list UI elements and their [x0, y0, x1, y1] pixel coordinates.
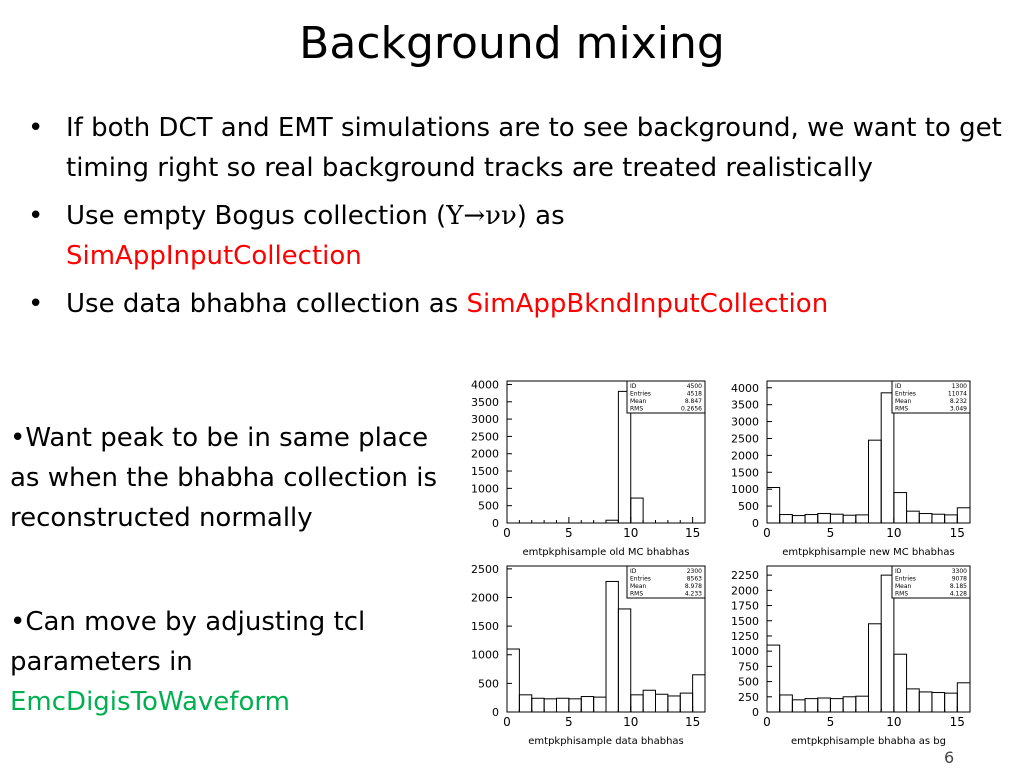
y-tick-label: 3000 [731, 415, 759, 429]
histogram-bin [606, 581, 618, 712]
y-tick-label: 1000 [471, 482, 499, 496]
slide-title: Background mixing [299, 18, 725, 69]
histogram-bin [569, 699, 581, 712]
histogram-bin [544, 699, 556, 712]
y-tick-label: 0 [752, 517, 759, 530]
histogram-bin [767, 645, 780, 712]
histogram-bin [957, 683, 970, 712]
histogram-bin [631, 695, 643, 712]
stats-key: Entries [630, 575, 651, 583]
bullet-item [28, 196, 1008, 276]
stats-key: ID [630, 383, 637, 390]
y-tick-label: 2000 [471, 447, 499, 461]
y-tick-label: 500 [738, 675, 759, 689]
histogram-bin [618, 609, 630, 712]
x-tick-label: 15 [684, 526, 701, 540]
histogram-old-mc [455, 375, 710, 560]
y-tick-label: 0 [492, 706, 499, 719]
histogram-bin [843, 697, 856, 712]
y-tick-label: 750 [738, 660, 759, 674]
histogram-bin [519, 695, 531, 712]
y-tick-label: 0 [492, 517, 499, 530]
y-tick-label: 1000 [731, 483, 759, 497]
stats-key: Mean [895, 398, 912, 405]
bullet-text-pre: Use empty Bogus collection ( [66, 201, 447, 231]
side-note-tcl [10, 602, 450, 722]
bullet-dot: • [28, 289, 44, 319]
stats-value: 0.2656 [681, 405, 702, 413]
histogram-bin [693, 675, 705, 712]
bullet-text-pre: Use data bhabha collection as [66, 289, 467, 319]
y-tick-label: 250 [738, 690, 759, 704]
x-tick-label: 5 [826, 526, 835, 540]
histogram-bin [894, 493, 907, 523]
side-note-text: •Can move by adjusting tcl parameters in [10, 607, 366, 677]
y-tick-label: 3500 [471, 395, 499, 409]
x-tick-label: 15 [684, 715, 701, 729]
x-tick-label: 5 [565, 715, 573, 729]
histogram-bin [894, 654, 907, 712]
histogram-bin [919, 692, 932, 712]
x-tick-label: 10 [623, 715, 639, 729]
y-tick-label: 4000 [471, 378, 499, 392]
histogram-bin [945, 515, 958, 523]
stats-value: 2300 [686, 568, 702, 575]
histogram-bin [869, 624, 882, 712]
y-tick-label: 1250 [731, 629, 759, 643]
stats-key: Entries [895, 390, 916, 398]
x-axis-label: emtpkphisample data bhabhas [528, 736, 684, 747]
y-tick-label: 3000 [471, 413, 499, 427]
stats-key: Entries [630, 390, 651, 398]
y-tick-label: 2500 [471, 562, 499, 576]
histogram-bhabha-as-bg [715, 560, 975, 750]
histogram-bin [792, 700, 805, 712]
stats-value: 8.978 [684, 583, 702, 590]
y-tick-label: 2000 [731, 584, 759, 598]
x-tick-label: 15 [949, 715, 965, 729]
bullet-item [28, 284, 1008, 324]
histogram-svg [455, 560, 710, 750]
y-tick-label: 2000 [471, 591, 499, 605]
histogram-bin [805, 699, 818, 712]
y-tick-label: 2250 [731, 569, 759, 583]
y-tick-label: 1000 [731, 645, 759, 659]
histogram-new-mc [715, 375, 975, 560]
stats-value: 8563 [686, 575, 702, 583]
emc-digis-to-waveform: EmcDigisToWaveform [10, 687, 290, 717]
stats-value: 9078 [951, 575, 967, 583]
histogram-bin [507, 649, 519, 712]
y-tick-label: 2000 [731, 449, 759, 463]
y-tick-label: 2500 [731, 432, 759, 446]
stats-value: 11074 [947, 390, 967, 398]
histogram-bin [945, 693, 958, 712]
x-tick-label: 0 [763, 715, 771, 729]
bullet-text: If both DCT and EMT simulations are to see background, we want to get timing right so real background tracks are treated realistically [66, 113, 1002, 183]
stats-value: 8.847 [684, 398, 702, 405]
sim-app-input-collection: SimAppInputCollection [66, 241, 362, 271]
bullet-dot: • [28, 201, 44, 231]
stats-value: 4.128 [949, 590, 967, 598]
upsilon-decay-symbol: Υ→νν [446, 201, 517, 231]
histogram-bin [856, 696, 869, 712]
x-axis-label: emtpkphisample old MC bhabhas [522, 547, 690, 558]
stats-value: 4518 [686, 390, 702, 398]
y-tick-label: 1500 [731, 466, 759, 480]
stats-key: Entries [895, 575, 916, 583]
x-tick-label: 15 [949, 526, 965, 540]
stats-key: ID [895, 568, 902, 575]
x-tick-label: 0 [503, 715, 511, 729]
y-tick-label: 1000 [471, 648, 499, 662]
histogram-bin [843, 515, 856, 523]
histogram-svg [715, 560, 975, 750]
bullet-text-post: ) as [516, 201, 565, 231]
histogram-bin [557, 698, 569, 712]
histogram-bin [907, 511, 920, 523]
y-tick-label: 1500 [731, 614, 759, 628]
histogram-bin [606, 520, 618, 523]
histogram-bin [792, 516, 805, 523]
x-axis-label: emtpkphisample new MC bhabhas [782, 547, 955, 558]
y-tick-label: 2500 [471, 430, 499, 444]
stats-value: 4.233 [684, 590, 702, 598]
histogram-bin [957, 508, 970, 523]
histogram-bin [668, 696, 680, 712]
histogram-data-bhabhas [455, 560, 710, 750]
histogram-bin [932, 693, 945, 712]
stats-key: ID [630, 568, 637, 575]
histogram-bin [631, 498, 643, 523]
histogram-bin [830, 699, 843, 712]
y-tick-label: 3500 [731, 398, 759, 412]
side-note-text: •Want peak to be in same place as when the bhabha collection is reconstructed normally [10, 423, 438, 533]
page-number: 6 [944, 748, 955, 767]
histogram-bin [818, 698, 831, 712]
stats-value: 3.049 [949, 405, 967, 413]
x-tick-label: 5 [826, 715, 835, 729]
histogram-bin [643, 690, 655, 712]
histogram-bin [780, 515, 793, 523]
stats-key: ID [895, 383, 902, 390]
histogram-bin [856, 515, 869, 523]
stats-key: RMS [895, 405, 909, 413]
histogram-bin [767, 488, 780, 524]
stats-value: 3300 [951, 568, 967, 575]
y-tick-label: 500 [478, 499, 499, 513]
stats-value: 4500 [686, 383, 702, 390]
y-tick-label: 1750 [731, 599, 759, 613]
histogram-bin [780, 695, 793, 712]
histogram-bin [907, 689, 920, 712]
stats-value: 1300 [951, 383, 967, 390]
x-axis-label: emtpkphisample bhabha as bg [791, 736, 946, 747]
histogram-bin [656, 694, 668, 712]
histogram-svg [715, 375, 975, 560]
stats-key: RMS [630, 590, 644, 598]
histogram-bin [594, 697, 606, 712]
stats-key: RMS [630, 405, 644, 413]
x-tick-label: 0 [503, 526, 511, 540]
x-tick-label: 0 [763, 526, 771, 540]
histogram-bin [581, 697, 593, 712]
bullet-list [28, 108, 1008, 332]
x-tick-label: 10 [886, 715, 902, 729]
histogram-svg [455, 375, 710, 560]
histogram-bin [869, 440, 882, 523]
histogram-bin [919, 514, 932, 523]
y-tick-label: 1500 [471, 465, 499, 479]
sim-app-bknd-input-collection: SimAppBkndInputCollection [466, 289, 829, 319]
x-tick-label: 5 [565, 526, 573, 540]
histogram-bin [805, 515, 818, 523]
histogram-bin [830, 514, 843, 523]
y-tick-label: 500 [478, 677, 499, 691]
y-tick-label: 500 [738, 500, 759, 514]
histogram-bin [532, 698, 544, 712]
stats-key: Mean [630, 398, 647, 405]
stats-value: 8.185 [949, 583, 967, 590]
histogram-bin [932, 514, 945, 523]
y-tick-label: 1500 [471, 620, 499, 634]
x-tick-label: 10 [886, 526, 902, 540]
stats-key: RMS [895, 590, 909, 598]
histogram-bin [680, 693, 692, 712]
bullet-item [28, 108, 1008, 188]
stats-value: 8.232 [949, 398, 967, 405]
stats-key: Mean [630, 583, 647, 590]
histogram-bin [818, 514, 831, 523]
y-tick-label: 4000 [731, 381, 759, 395]
stats-key: Mean [895, 583, 912, 590]
bullet-dot: • [28, 113, 44, 143]
y-tick-label: 0 [752, 706, 759, 719]
side-note-peak [10, 418, 450, 538]
x-tick-label: 10 [623, 526, 639, 540]
